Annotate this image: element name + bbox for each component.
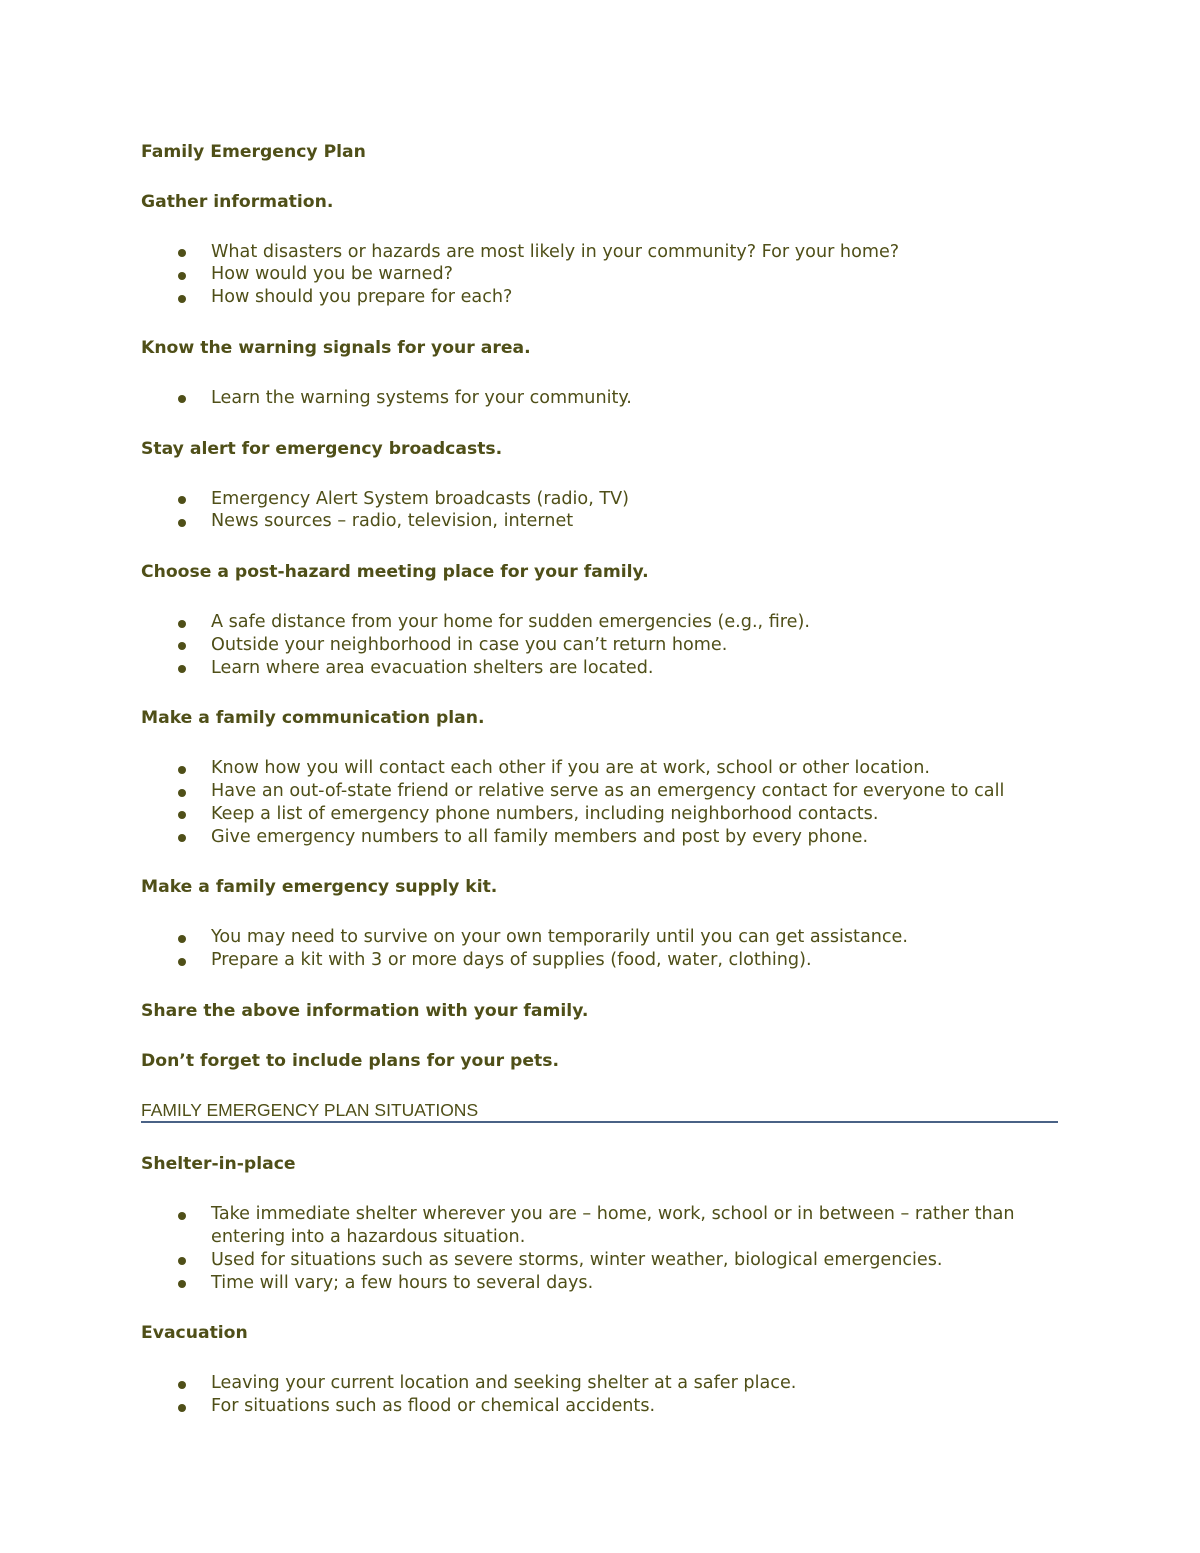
list-item: For situations such as flood or chemical accidents. bbox=[141, 1395, 1061, 1418]
bullet-icon bbox=[178, 642, 186, 650]
bullet-icon bbox=[178, 834, 186, 842]
list-item: Give emergency numbers to all family members and post by every phone. bbox=[141, 826, 1061, 849]
list-item: A safe distance from your home for sudden emergencies (e.g., fire). bbox=[141, 611, 1061, 634]
bullet-icon bbox=[178, 665, 186, 673]
list-item: Time will vary; a few hours to several days. bbox=[141, 1272, 1061, 1295]
evacuation-list bbox=[141, 1372, 1061, 1417]
bullet-icon bbox=[178, 272, 186, 280]
list-item: You may need to survive on your own temporarily until you can get assistance. bbox=[141, 926, 1061, 949]
section-heading-emergency-broadcasts: Stay alert for emergency broadcasts. bbox=[141, 438, 503, 459]
bullet-icon bbox=[178, 1404, 186, 1412]
pets-note: Don’t forget to include plans for your pets. bbox=[141, 1051, 559, 1072]
list-item: Know how you will contact each other if you are at work, school or other location. bbox=[141, 757, 1061, 780]
list-item: Leaving your current location and seeking shelter at a safer place. bbox=[141, 1372, 1061, 1395]
bullet-icon bbox=[178, 395, 186, 403]
list-item: Emergency Alert System broadcasts (radio, TV) bbox=[141, 488, 1061, 511]
bullet-icon bbox=[178, 295, 186, 303]
bullet-icon bbox=[178, 1212, 186, 1220]
bullet-icon bbox=[178, 766, 186, 774]
communication-plan-list bbox=[141, 757, 1061, 848]
bullet-icon bbox=[178, 958, 186, 966]
list-item: Learn where area evacuation shelters are located. bbox=[141, 657, 1061, 680]
list-item: Outside your neighborhood in case you can’t return home. bbox=[141, 634, 1061, 657]
list-item: Keep a list of emergency phone numbers, including neighborhood contacts. bbox=[141, 803, 1061, 826]
list-item: What disasters or hazards are most likely in your community? For your home? bbox=[141, 241, 1061, 264]
situation-heading-evacuation: Evacuation bbox=[141, 1323, 248, 1344]
situation-heading-shelter-in-place: Shelter-in-place bbox=[141, 1154, 296, 1175]
section-heading-supply-kit: Make a family emergency supply kit. bbox=[141, 877, 498, 898]
list-item: Have an out-of-state friend or relative serve as an emergency contact for everyone to call bbox=[141, 780, 1061, 803]
bullet-icon bbox=[178, 789, 186, 797]
list-item: How would you be warned? bbox=[141, 263, 1061, 286]
section-heading-gather-information: Gather information. bbox=[141, 191, 334, 212]
document-title: Family Emergency Plan bbox=[141, 142, 366, 162]
bullet-icon bbox=[178, 1257, 186, 1265]
bullet-icon bbox=[178, 620, 186, 628]
list-item: Used for situations such as severe storms, winter weather, biological emergencies. bbox=[141, 1249, 1061, 1272]
bullet-icon bbox=[178, 519, 186, 527]
emergency-broadcasts-list bbox=[141, 488, 1061, 533]
list-item: Learn the warning systems for your community. bbox=[141, 387, 1061, 410]
meeting-place-list bbox=[141, 611, 1061, 679]
list-item: Take immediate shelter wherever you are – home, work, school or in between – rather than entering into a hazardous situation. bbox=[141, 1203, 1061, 1248]
list-item: News sources – radio, television, internet bbox=[141, 510, 1061, 533]
section-heading-warning-signals: Know the warning signals for your area. bbox=[141, 337, 531, 358]
share-information-note: Share the above information with your family. bbox=[141, 1000, 589, 1021]
list-item: Prepare a kit with 3 or more days of supplies (food, water, clothing). bbox=[141, 949, 1061, 972]
bullet-icon bbox=[178, 1381, 186, 1389]
bullet-icon bbox=[178, 249, 186, 257]
section-heading-meeting-place: Choose a post-hazard meeting place for your family. bbox=[141, 562, 649, 583]
gather-information-list bbox=[141, 241, 1061, 309]
section-heading-communication-plan: Make a family communication plan. bbox=[141, 708, 485, 729]
bullet-icon bbox=[178, 1280, 186, 1288]
situations-section-title: FAMILY EMERGENCY PLAN SITUATIONS bbox=[141, 1100, 1058, 1123]
bullet-icon bbox=[178, 496, 186, 504]
bullet-icon bbox=[178, 935, 186, 943]
supply-kit-list bbox=[141, 926, 1061, 971]
shelter-in-place-list bbox=[141, 1203, 1061, 1294]
bullet-icon bbox=[178, 811, 186, 819]
warning-signals-list bbox=[141, 387, 1061, 410]
document-page bbox=[141, 141, 1061, 1446]
list-item: How should you prepare for each? bbox=[141, 286, 1061, 309]
